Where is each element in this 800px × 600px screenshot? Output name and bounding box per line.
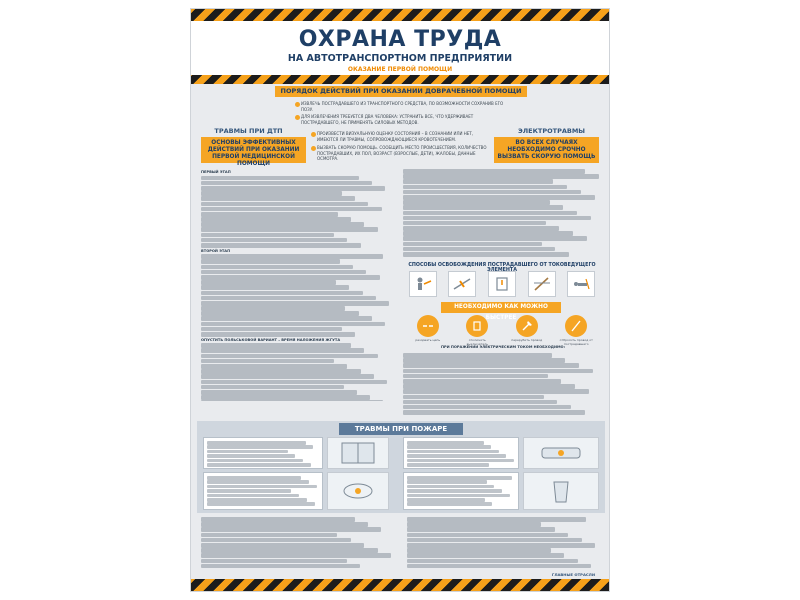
text-line	[207, 502, 315, 506]
step-bullet-icon	[295, 102, 300, 107]
step-bullet-icon	[311, 132, 316, 137]
column-subheading: ПЕРВЫЙ ЭТАП	[201, 170, 231, 174]
text-line	[403, 384, 575, 389]
drag-victim-icon	[567, 271, 595, 297]
text-line	[207, 485, 317, 489]
quick-actions-row	[403, 315, 601, 346]
text-line	[407, 480, 487, 484]
text-line	[201, 243, 361, 248]
fast-banner: НЕОБХОДИМО КАК МОЖНО БЫСТРЕЕ	[441, 302, 561, 313]
text-line	[403, 200, 550, 205]
column-subheading: ВТОРОЙ ЭТАП	[201, 248, 231, 253]
text-line	[403, 379, 561, 384]
text-line	[403, 169, 585, 174]
column-subheading: ОПУСТИТЬ ПОЛЬСЬКОВОЙ ВАРИАНТ – ВРЕМЯ НАЛОЖЕНИЯ ЖГУТА	[201, 337, 341, 342]
text-line	[201, 380, 387, 385]
text-line	[201, 327, 342, 332]
text-line	[403, 405, 571, 410]
text-line	[403, 216, 591, 221]
text-line	[201, 280, 336, 285]
fire-block	[403, 472, 519, 510]
text-line	[407, 498, 485, 502]
dtp-text-column	[201, 169, 391, 401]
poster-small-subtitle: ОКАЗАНИЕ ПЕРВОЙ ПОМОЩИ	[347, 66, 453, 73]
text-line	[201, 181, 372, 186]
text-line	[201, 533, 337, 538]
eye-wash-illustration	[327, 472, 389, 510]
text-line	[201, 233, 334, 238]
text-line	[201, 275, 380, 280]
text-line	[201, 217, 351, 222]
methods-illustrations	[403, 271, 601, 299]
text-line	[201, 285, 349, 290]
text-line	[403, 353, 552, 358]
text-line	[201, 186, 385, 191]
text-line	[407, 494, 510, 498]
text-line	[407, 543, 595, 548]
text-line	[403, 185, 567, 190]
poster-title: ОХРАНА ТРУДА	[298, 27, 502, 52]
text-line	[407, 522, 541, 527]
text-line	[201, 348, 364, 353]
quick-action	[409, 315, 447, 346]
text-line	[201, 291, 363, 296]
axe-icon	[516, 315, 538, 337]
text-line	[201, 553, 391, 558]
cut-wire-icon	[448, 271, 476, 297]
right-callout: ВО ВСЕХ СЛУЧАЯХ НЕОБХОДИМО СРОЧНО ВЫЗВАТЬ СКОРУЮ ПОМОЩЬ	[494, 137, 599, 163]
text-line	[201, 202, 368, 207]
text-line	[403, 389, 589, 394]
text-line	[201, 296, 376, 301]
text-line	[407, 564, 591, 569]
intro-steps	[295, 101, 507, 127]
pull-clothes-icon	[409, 271, 437, 297]
text-line	[201, 227, 378, 232]
left-heading: ТРАВМЫ ПРИ ДТП	[214, 127, 283, 135]
quick-action-caption: отключить выключатель	[466, 338, 488, 346]
text-line	[403, 211, 577, 216]
text-line	[407, 489, 502, 493]
text-line	[403, 374, 548, 379]
fire-block	[403, 437, 519, 469]
text-line	[407, 459, 514, 463]
text-line	[201, 559, 347, 564]
text-line	[407, 454, 506, 458]
center-step: ВЫЗВАТЬ СКОРУЮ ПОМОЩЬ. СООБЩИТЬ МЕСТО ПРОИСШЕСТВИЯ, КОЛИЧЕСТВО ПОСТРАДАВШИХ, ИХ ПОЛ, ВОЗРАСТ (ВЗРОСЛЫЕ, ДЕТИ), ЖАЛОБЫ, ДАННЫЕ ОСМОТРА.	[311, 145, 491, 162]
text-line	[207, 459, 303, 463]
text-line	[201, 354, 378, 359]
text-line	[403, 195, 595, 200]
text-line	[403, 221, 546, 226]
text-line	[407, 463, 489, 467]
text-line	[201, 301, 389, 306]
text-line	[403, 247, 555, 252]
stick-wire-icon	[528, 271, 556, 297]
text-line	[201, 270, 366, 275]
text-line	[201, 543, 364, 548]
text-line	[403, 410, 585, 415]
left-callout: ОСНОВЫ ЭФФЕКТИВНЫХ ДЕЙСТВИЙ ПРИ ОКАЗАНИИ ПЕРВОЙ МЕДИЦИНСКОЙ ПОМОЩИ	[201, 137, 306, 163]
safety-poster	[190, 8, 610, 592]
quick-action	[508, 315, 546, 346]
electro-steps-column	[403, 353, 601, 419]
methods-title: СПОСОБЫ ОСВОБОЖДЕНИЯ ПОСТРАДАВШЕГО ОТ ТОКОВЕДУЩЕГО	[408, 263, 596, 268]
text-line	[201, 395, 370, 400]
text-line	[201, 238, 347, 243]
text-line	[201, 222, 364, 227]
text-line	[201, 322, 385, 327]
text-line	[407, 553, 564, 558]
electro-subheading: ПРИ ПОРАЖЕНИИ ЭЛЕКТРИЧЕСКИМ ТОКОМ НЕОБХОДИМО:	[440, 345, 566, 349]
text-line	[407, 485, 494, 489]
break-circuit-icon	[417, 315, 439, 337]
electro-text-column	[403, 169, 601, 265]
text-line	[207, 489, 291, 493]
text-line	[207, 494, 299, 498]
intro-step: ДЛЯ ИЗВЛЕЧЕНИЯ ТРЕБУЕТСЯ ДВА ЧЕЛОВЕКА: УСТРАНИТЬ ВСЕ, ЧТО УДЕРЖИВАЕТ ПОСТРАДАВШЕГО, НЕ ПРИМЕНЯТЬ СИЛОВЫХ МЕТОДОВ.	[295, 114, 507, 125]
text-line	[201, 374, 374, 379]
text-line	[403, 174, 599, 179]
text-line	[201, 191, 342, 196]
text-line	[403, 231, 573, 236]
text-line	[407, 559, 578, 564]
text-line	[201, 385, 344, 390]
text-line	[207, 454, 295, 458]
text-line	[201, 564, 360, 569]
text-line	[201, 259, 340, 264]
right-heading: ЭЛЕКТРОТРАВМЫ	[517, 127, 586, 135]
hazard-stripe-mid	[191, 75, 609, 84]
text-line	[207, 476, 301, 480]
poster-header	[191, 21, 609, 75]
text-line	[207, 480, 309, 484]
hazard-stripe-top	[191, 9, 609, 21]
poster-subtitle: НА АВТОТРАНСПОРТНОМ ПРЕДПРИЯТИИ	[287, 53, 513, 64]
text-line	[201, 254, 383, 259]
fire-block	[203, 472, 323, 510]
text-line	[207, 441, 306, 445]
text-line	[201, 176, 359, 181]
text-line	[403, 190, 581, 195]
text-line	[201, 207, 382, 212]
quick-action-caption: отбросить провод от пострадавшего	[559, 338, 593, 346]
text-line	[207, 498, 307, 502]
step-bullet-icon	[311, 146, 316, 151]
text-line	[403, 400, 557, 405]
quick-action-caption: разорвать цепь	[415, 338, 441, 342]
text-line	[403, 369, 593, 374]
text-line	[201, 311, 359, 316]
procedure-banner: ПОРЯДОК ДЕЙСТВИЙ ПРИ ОКАЗАНИИ ДОВРАЧЕБНОЙ ПОМОЩИ	[275, 86, 527, 97]
center-step: ПРОИЗВЕСТИ ВИЗУАЛЬНУЮ ОЦЕНКУ СОСТОЯНИЯ – В СОЗНАНИИ ИЛИ НЕТ, ИМЕЮТСЯ ЛИ ТРАВМЫ, СОПРОВОЖДАЮЩИЕСЯ КРОВОТЕЧЕНИЕМ.	[311, 131, 491, 142]
text-line	[201, 332, 355, 337]
text-line	[407, 538, 582, 543]
text-line	[201, 538, 351, 543]
window-illustration	[327, 437, 389, 469]
text-line	[403, 242, 542, 247]
text-line	[201, 364, 347, 369]
text-line	[403, 252, 569, 257]
text-line	[407, 441, 484, 445]
stick-icon	[565, 315, 587, 337]
water-cup-illustration	[523, 472, 599, 510]
text-line	[403, 205, 563, 210]
text-line	[201, 527, 381, 532]
bottom-text	[201, 517, 601, 577]
text-line	[201, 359, 334, 364]
text-line	[201, 306, 345, 311]
text-line	[407, 476, 512, 480]
switch-off-icon	[488, 271, 516, 297]
text-line	[207, 463, 311, 467]
text-line	[407, 517, 586, 522]
text-line	[403, 363, 579, 368]
bandage-illustration	[523, 437, 599, 469]
center-steps	[311, 131, 491, 165]
text-line	[407, 450, 499, 454]
text-line	[403, 226, 559, 231]
text-line	[407, 548, 551, 553]
fire-title: ТРАВМЫ ПРИ ПОЖАРЕ	[339, 423, 463, 435]
text-line	[201, 212, 338, 217]
quick-action-caption: перерубить провод	[511, 338, 543, 342]
step-bullet-icon	[295, 115, 300, 120]
quick-action	[557, 315, 595, 346]
text-line	[201, 548, 378, 553]
text-line	[407, 445, 491, 449]
text-line	[407, 533, 568, 538]
text-line	[201, 369, 361, 374]
text-line	[201, 390, 357, 395]
text-line	[403, 179, 553, 184]
text-line	[201, 196, 355, 201]
text-line	[403, 236, 587, 241]
brand-logo: ГЛАВНЫЕ ОТРАСЛИ	[551, 572, 595, 577]
text-line	[207, 450, 288, 454]
fire-block	[203, 437, 323, 469]
text-line	[403, 358, 565, 363]
text-line	[407, 502, 492, 506]
text-line	[201, 343, 351, 348]
text-line	[201, 316, 372, 321]
intro-step: ИЗВЛЕЧЬ ПОСТРАДАВШЕГО ИЗ ТРАНСПОРТНОГО СРЕДСТВА, ПО ВОЗМОЖНОСТИ СОХРАНИВ ЕГО ПОЗУ.	[295, 101, 507, 112]
text-line	[201, 265, 353, 270]
text-line	[207, 445, 313, 449]
power-switch-icon	[466, 315, 488, 337]
text-line	[201, 517, 355, 522]
text-line	[407, 527, 555, 532]
hazard-stripe-bottom	[191, 579, 609, 591]
text-line	[201, 522, 368, 527]
text-line	[403, 395, 544, 400]
text-line	[201, 400, 383, 401]
quick-action	[458, 315, 496, 346]
